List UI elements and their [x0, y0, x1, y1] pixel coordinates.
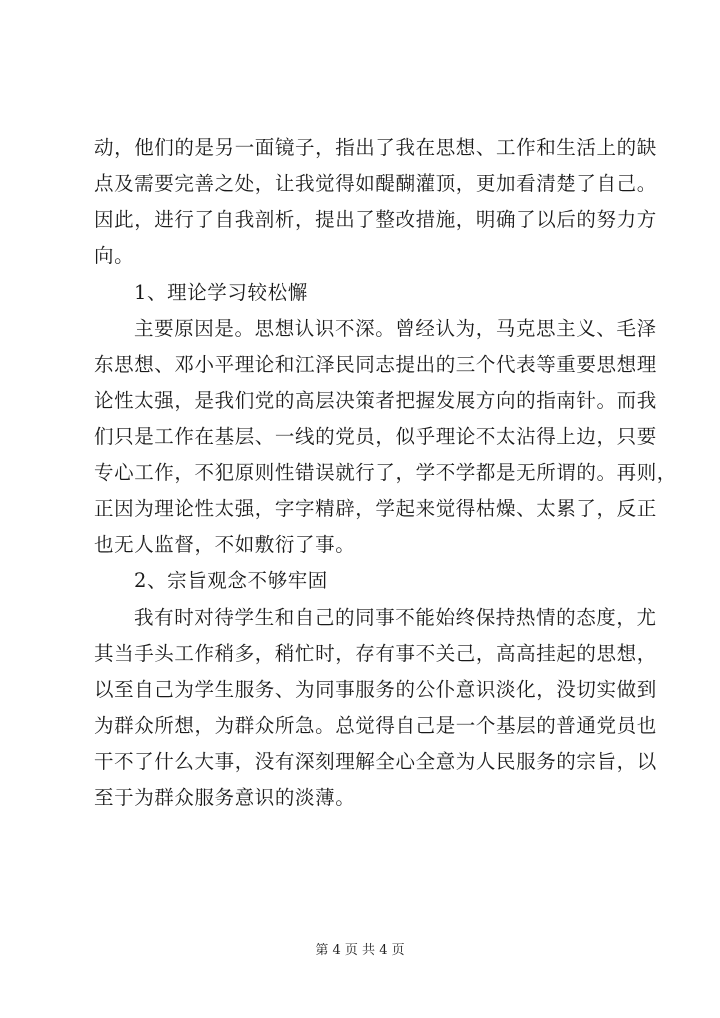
text-line: 其当手头工作稍多，稍忙时，存有事不关己，高高挂起的思想，	[94, 642, 657, 665]
text-line: 我有时对待学生和自己的同事不能始终保持热情的态度，尤	[134, 606, 657, 629]
text-line: 向。	[94, 244, 135, 267]
text-line: 主要原因是。思想认识不深。曾经认为，马克思主义、毛泽	[134, 317, 657, 340]
text-line: 点及需要完善之处，让我觉得如醍醐灌顶，更加看清楚了自己。	[94, 172, 657, 195]
text-line: 因此，进行了自我剖析，提出了整改措施，明确了以后的努力方	[94, 208, 657, 231]
text-line: 正因为理论性太强，字字精辟，学起来觉得枯燥、太累了，反正	[94, 497, 657, 520]
section-heading-1: 1、理论学习较松懈	[134, 281, 308, 304]
section-heading-2: 2、宗旨观念不够牢固	[134, 569, 328, 592]
text-line: 们只是工作在基层、一线的党员，似乎理论不太沾得上边，只要	[94, 425, 657, 448]
text-line: 东思想、邓小平理论和江泽民同志提出的三个代表等重要思想理	[94, 353, 657, 376]
text-line: 也无人监督，不如敷衍了事。	[94, 533, 356, 556]
text-line: 专心工作，不犯原则性错误就行了，学不学都是无所谓的。再则，	[94, 461, 677, 484]
text-line: 为群众所想，为群众所急。总觉得自己是一个基层的普通党员也	[94, 714, 657, 737]
page-number-footer: 第 4 页 共 4 页	[315, 943, 405, 958]
text-line: 动，他们的是另一面镜子，指出了我在思想、工作和生活上的缺	[94, 136, 657, 159]
text-line: 干不了什么大事，没有深刻理解全心全意为人民服务的宗旨，以	[94, 750, 657, 773]
text-line: 以至自己为学生服务、为同事服务的公仆意识淡化，没切实做到	[94, 678, 657, 701]
text-line: 至于为群众服务意识的淡薄。	[94, 786, 356, 809]
text-line: 论性太强，是我们党的高层决策者把握发展方向的指南针。而我	[94, 389, 657, 412]
